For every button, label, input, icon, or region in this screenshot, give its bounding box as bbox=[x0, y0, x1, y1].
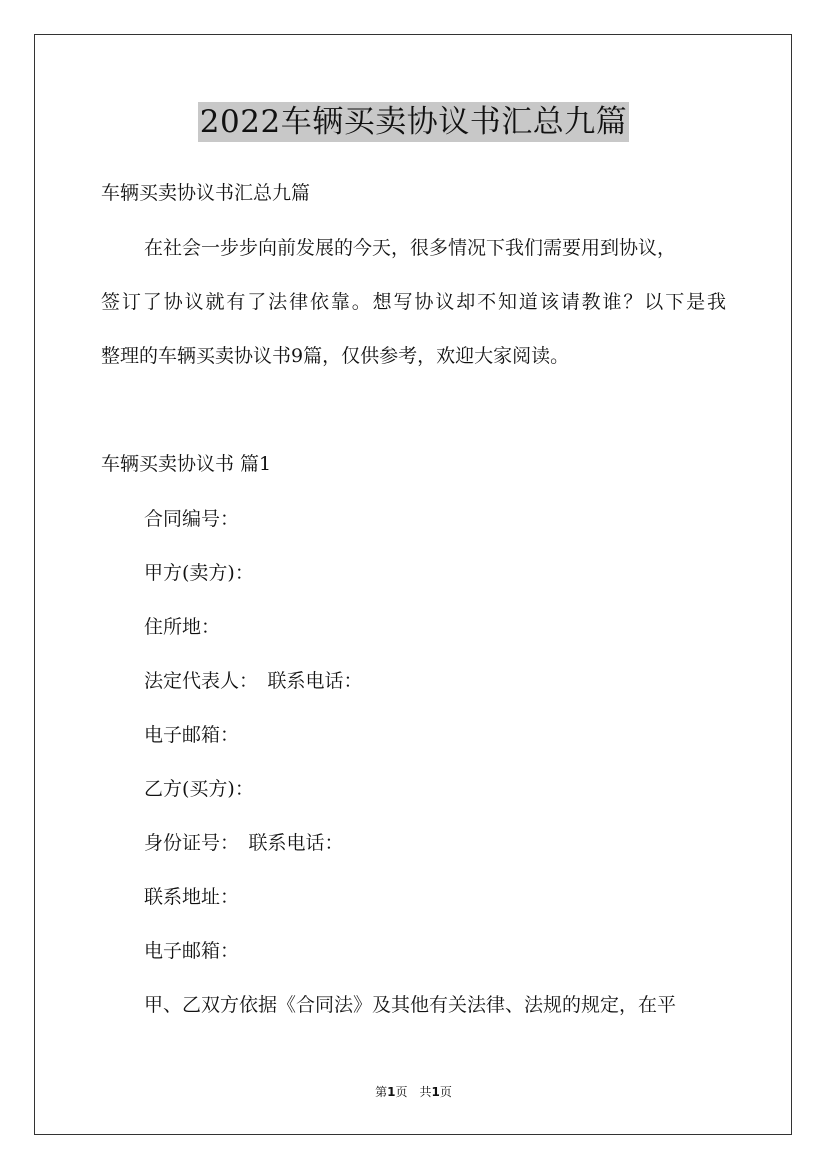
field-address: 住所地： bbox=[144, 616, 221, 638]
field-legal-representative: 法定代表人： 联系电话： bbox=[144, 670, 363, 692]
section-heading: 车辆买卖协议书 篇1 bbox=[101, 453, 272, 475]
field-id-number: 身份证号： 联系电话： bbox=[144, 832, 344, 854]
footer-page-suffix: 页 bbox=[395, 1085, 408, 1099]
page-footer bbox=[0, 1084, 827, 1100]
document-subtitle: 车辆买卖协议书汇总九篇 bbox=[101, 182, 311, 204]
field-contact-address: 联系地址： bbox=[144, 886, 240, 908]
title-container bbox=[0, 102, 827, 142]
footer-page-number: 1 bbox=[387, 1085, 396, 1099]
footer-page-prefix: 第 bbox=[375, 1085, 388, 1099]
field-email-b: 电子邮箱： bbox=[144, 940, 240, 962]
footer-total-suffix: 页 bbox=[439, 1085, 452, 1099]
footer-total-prefix: 共 bbox=[419, 1085, 432, 1099]
field-contract-number: 合同编号： bbox=[144, 508, 240, 530]
footer-total-number: 1 bbox=[431, 1085, 440, 1099]
intro-line-1: 在社会一步步向前发展的今天，很多情况下我们需要用到协议， bbox=[144, 237, 677, 259]
field-party-b: 乙方(买方)： bbox=[144, 778, 254, 800]
intro-line-3: 整理的车辆买卖协议书9篇，仅供参考，欢迎大家阅读。 bbox=[101, 345, 570, 367]
agreement-clause: 甲、乙双方依据《合同法》及其他有关法律、法规的规定，在平 bbox=[144, 994, 677, 1016]
document-title: 2022车辆买卖协议书汇总九篇 bbox=[199, 104, 628, 140]
field-email-a: 电子邮箱： bbox=[144, 724, 240, 746]
field-party-a: 甲方(卖方)： bbox=[144, 562, 254, 584]
intro-line-2: 签订了协议就有了法律依靠。想写协议却不知道该请教谁？以下是我 bbox=[101, 291, 726, 313]
